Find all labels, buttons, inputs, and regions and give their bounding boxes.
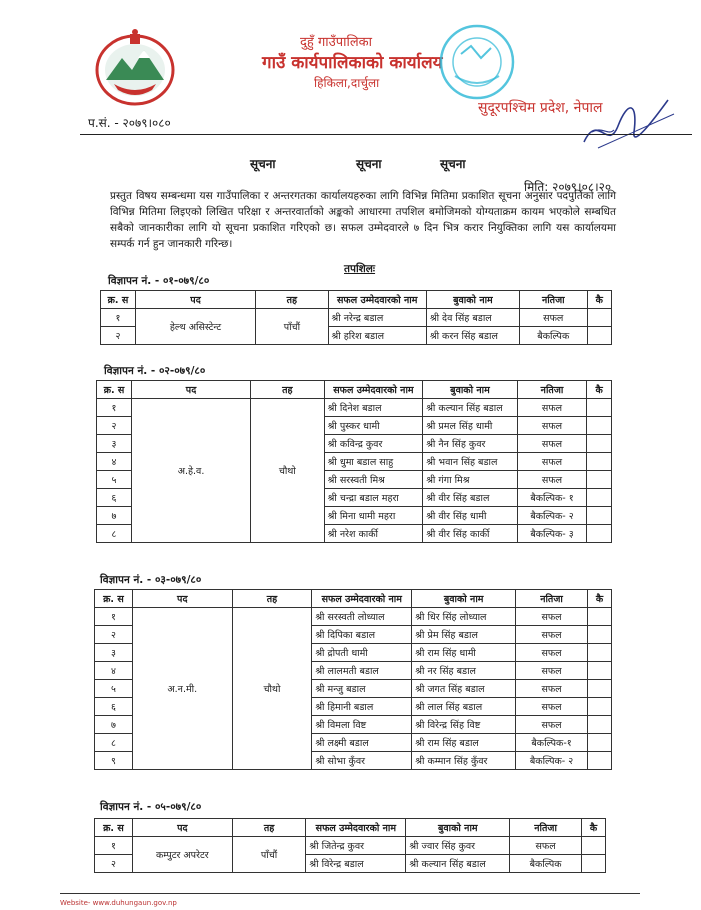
cell-result: सफल: [517, 453, 587, 471]
cell-father: श्री लाल सिंह बडाल: [412, 698, 516, 716]
col-remarks: कै: [587, 381, 612, 399]
cell-result: सफल: [520, 309, 588, 327]
cell-remarks: [587, 752, 611, 770]
cell-candidate: श्री जितेन्द्र कुवर: [306, 837, 406, 855]
notice-body: प्रस्तुत विषय सम्बन्धमा यस गाउँपालिका र अन्तरगतका कार्यालयहरुका लागि विभिन्न मितिमा प्रकाशित सूचना अनुसार पदपुर्तिको लागि विभिन्न मितिमा लिइएको लिखित परिक्षा र अन्तरवार्ताको अङ्कको आधारमा तपशिल बमोजिमको योग्यताक्रम कायम भएकोले सम्बधित सबैको जानकारीका लागि यो सूचना प्रकाशित गरिएको छ। सफल उम्मेदवारले ७ दिन भित्र करार नियुक्तिका लागि यस कार्यालयमा सम्पर्क गर्न हुन जानकारी गरिन्छ।: [110, 190, 616, 250]
col-level: तह: [232, 819, 306, 837]
cell-candidate: श्री चन्द्रा बडाल महरा: [324, 489, 423, 507]
cell-level: चौथो: [251, 399, 325, 543]
table-row: [97, 399, 612, 417]
cell-result: बैकल्पिक- ३: [517, 525, 587, 543]
cell-remarks: [587, 489, 612, 507]
notice-heading-1: सूचना: [250, 157, 276, 171]
cell-result: बैकल्पिक: [510, 855, 582, 873]
cell-candidate: श्री दिपिका बडाल: [312, 626, 412, 644]
cell-candidate: श्री लक्ष्मी बडाल: [312, 734, 412, 752]
advertisement-number: विज्ञापन नं. - ०२-०७९/८०: [104, 365, 206, 377]
cell-candidate: श्री लालमती बडाल: [312, 662, 412, 680]
cell-sn: १: [95, 837, 133, 855]
header-divider: [80, 134, 692, 135]
results-table: [94, 818, 606, 873]
notice-date: मिति: २०७९।०८।२०: [524, 180, 612, 194]
cell-result: सफल: [516, 644, 588, 662]
cell-remarks: [587, 507, 612, 525]
cell-father: श्री वीर सिंह बडाल: [423, 489, 518, 507]
cell-sn: २: [95, 626, 133, 644]
cell-candidate: श्री हरिश बडाल: [328, 327, 426, 345]
table-header-row: [101, 291, 612, 309]
results-table: [94, 589, 612, 770]
col-result: नतिजा: [520, 291, 588, 309]
cell-remarks: [587, 453, 612, 471]
col-result: नतिजा: [517, 381, 587, 399]
col-post: पद: [135, 291, 255, 309]
advertisement-number: विज्ञापन नं. - ०५-०७९/८०: [100, 801, 202, 813]
cell-father: श्री नर सिंह बडाल: [412, 662, 516, 680]
signature: [578, 92, 678, 162]
cell-remarks: [587, 626, 611, 644]
cell-father: श्री राम सिंह बडाल: [412, 734, 516, 752]
cell-post: हेल्थ असिस्टेन्ट: [135, 309, 255, 345]
cell-result: सफल: [516, 608, 588, 626]
cell-result: सफल: [516, 716, 588, 734]
table-header-row: [97, 381, 612, 399]
cell-father: श्री वीर सिंह धामी: [423, 507, 518, 525]
cell-result: बैकल्पिक- १: [517, 489, 587, 507]
results-table: [100, 290, 612, 345]
cell-sn: ७: [97, 507, 132, 525]
results-table: [96, 380, 612, 543]
col-candidate: सफल उम्मेदवारको नाम: [312, 590, 412, 608]
office-name-line1: दुहुँ गाउँपालिका: [300, 35, 373, 50]
cell-candidate: श्री दिनेश बडाल: [324, 399, 423, 417]
cell-level: पाँचौं: [232, 837, 306, 873]
province-name: सुदूरपश्चिम प्रदेश, नेपाल: [478, 100, 603, 116]
col-level: तह: [256, 291, 328, 309]
cell-remarks: [587, 680, 611, 698]
table-row: [95, 837, 606, 855]
cell-remarks: [587, 716, 611, 734]
cell-remarks: [587, 471, 612, 489]
cell-candidate: श्री नरेश कार्की: [324, 525, 423, 543]
cell-sn: ९: [95, 752, 133, 770]
cell-father: श्री प्रेम सिंह बडाल: [412, 626, 516, 644]
col-candidate: सफल उम्मेदवारको नाम: [306, 819, 406, 837]
cell-result: सफल: [516, 626, 588, 644]
col-sn: क्र. स: [95, 590, 133, 608]
cell-result: सफल: [516, 698, 588, 716]
cell-father: श्री कम्मान सिंह कुँवर: [412, 752, 516, 770]
col-remarks: कै: [587, 291, 611, 309]
office-stamp: [425, 20, 530, 105]
cell-result: सफल: [517, 435, 587, 453]
cell-father: श्री राम सिंह धामी: [412, 644, 516, 662]
cell-remarks: [587, 327, 611, 345]
office-name-line2: गाउँ कार्यपालिकाको कार्यालय: [262, 53, 443, 73]
cell-sn: ३: [97, 435, 132, 453]
cell-candidate: श्री विरेन्द्र बडाल: [306, 855, 406, 873]
cell-sn: १: [97, 399, 132, 417]
cell-remarks: [587, 698, 611, 716]
cell-candidate: श्री पुस्कर धामी: [324, 417, 423, 435]
cell-father: श्री नैन सिंह कुवर: [423, 435, 518, 453]
cell-post: अ.न.मी.: [132, 608, 232, 770]
cell-father: श्री देव सिंह बडाल: [426, 309, 519, 327]
table-row: [101, 309, 612, 327]
cell-remarks: [587, 662, 611, 680]
cell-sn: ४: [97, 453, 132, 471]
cell-result: सफल: [517, 417, 587, 435]
cell-result: सफल: [517, 399, 587, 417]
cell-result: बैकल्पिक-१: [516, 734, 588, 752]
notice-heading-3: सूचना: [440, 157, 466, 171]
cell-sn: ४: [95, 662, 133, 680]
col-remarks: कै: [582, 819, 606, 837]
cell-level: पाँचौं: [256, 309, 328, 345]
col-father: बुवाको नाम: [423, 381, 518, 399]
cell-father: श्री भवान सिंह बडाल: [423, 453, 518, 471]
cell-remarks: [582, 837, 606, 855]
cell-result: सफल: [517, 471, 587, 489]
col-sn: क्र. स: [101, 291, 136, 309]
cell-remarks: [587, 417, 612, 435]
cell-sn: ८: [95, 734, 133, 752]
cell-result: सफल: [510, 837, 582, 855]
cell-result: सफल: [516, 680, 588, 698]
cell-candidate: श्री द्रोपती धामी: [312, 644, 412, 662]
col-level: तह: [232, 590, 312, 608]
advertisement-number: विज्ञापन नं. - ०१-०७९/८०: [108, 275, 210, 287]
cell-candidate: श्री नरेन्द्र बडाल: [328, 309, 426, 327]
cell-sn: १: [101, 309, 136, 327]
col-result: नतिजा: [510, 819, 582, 837]
cell-post: कम्पुटर अपरेटर: [132, 837, 232, 873]
table-row: [95, 608, 612, 626]
cell-father: श्री कल्यान सिंह बडाल: [423, 399, 518, 417]
col-father: बुवाको नाम: [406, 819, 510, 837]
cell-father: श्री प्रमल सिंह धामी: [423, 417, 518, 435]
cell-remarks: [582, 855, 606, 873]
col-post: पद: [132, 590, 232, 608]
cell-candidate: श्री मिना धामी महरा: [324, 507, 423, 525]
cell-sn: ६: [97, 489, 132, 507]
footer-divider: [60, 893, 640, 894]
footer-website: Website- www.duhungaun.gov.np: [60, 899, 177, 907]
cell-candidate: श्री विमला विष्ट: [312, 716, 412, 734]
cell-father: श्री गंगा मिश्र: [423, 471, 518, 489]
col-result: नतिजा: [516, 590, 588, 608]
cell-remarks: [587, 525, 612, 543]
table-header-row: [95, 819, 606, 837]
cell-father: श्री जगत सिंह बडाल: [412, 680, 516, 698]
cell-remarks: [587, 734, 611, 752]
cell-sn: ५: [95, 680, 133, 698]
col-father: बुवाको नाम: [412, 590, 516, 608]
cell-candidate: श्री सरस्वती लोध्याल: [312, 608, 412, 626]
col-remarks: कै: [587, 590, 611, 608]
cell-remarks: [587, 644, 611, 662]
cell-father: श्री ज्वार सिंह कुवर: [406, 837, 510, 855]
cell-result: बैकल्पिक- २: [516, 752, 588, 770]
cell-father: श्री करन सिंह बडाल: [426, 327, 519, 345]
cell-result: सफल: [516, 662, 588, 680]
cell-result: बैकल्पिक- २: [517, 507, 587, 525]
reference-number: प.सं. - २०७९।०८०: [88, 116, 171, 130]
col-post: पद: [132, 819, 232, 837]
col-post: पद: [132, 381, 251, 399]
cell-father: श्री वीर सिंह कार्की: [423, 525, 518, 543]
cell-candidate: श्री मन्जु बडाल: [312, 680, 412, 698]
col-candidate: सफल उम्मेदवारको नाम: [328, 291, 426, 309]
cell-sn: २: [95, 855, 133, 873]
cell-sn: १: [95, 608, 133, 626]
cell-remarks: [587, 309, 611, 327]
notice-heading-2: सूचना: [356, 157, 382, 171]
cell-post: अ.हे.व.: [132, 399, 251, 543]
cell-sn: ३: [95, 644, 133, 662]
table-header-row: [95, 590, 612, 608]
col-candidate: सफल उम्मेदवारको नाम: [324, 381, 423, 399]
nepal-emblem-logo: [92, 28, 178, 108]
cell-remarks: [587, 435, 612, 453]
cell-sn: ५: [97, 471, 132, 489]
details-label: तपशिलः: [344, 263, 376, 275]
cell-candidate: श्री धुमा बडाल साहु: [324, 453, 423, 471]
col-level: तह: [251, 381, 325, 399]
cell-candidate: श्री सरस्वती मिश्र: [324, 471, 423, 489]
cell-father: श्री विरेन्द्र सिंह विष्ट: [412, 716, 516, 734]
col-sn: क्र. स: [95, 819, 133, 837]
col-sn: क्र. स: [97, 381, 132, 399]
col-father: बुवाको नाम: [426, 291, 519, 309]
cell-sn: २: [101, 327, 136, 345]
cell-sn: ७: [95, 716, 133, 734]
cell-candidate: श्री हिमानी बडाल: [312, 698, 412, 716]
cell-sn: २: [97, 417, 132, 435]
cell-candidate: श्री कविन्द्र कुवर: [324, 435, 423, 453]
advertisement-number: विज्ञापन नं. - ०३-०७९/८०: [100, 574, 202, 586]
cell-father: श्री कल्यान सिंह बडाल: [406, 855, 510, 873]
cell-sn: ८: [97, 525, 132, 543]
cell-level: चौथो: [232, 608, 312, 770]
cell-sn: ६: [95, 698, 133, 716]
cell-result: बैकल्पिक: [520, 327, 588, 345]
cell-father: श्री धिर सिंह लोध्याल: [412, 608, 516, 626]
office-address: हिकिला,दार्चुला: [314, 76, 380, 90]
cell-remarks: [587, 608, 611, 626]
cell-candidate: श्री सोभा कुँवर: [312, 752, 412, 770]
cell-remarks: [587, 399, 612, 417]
